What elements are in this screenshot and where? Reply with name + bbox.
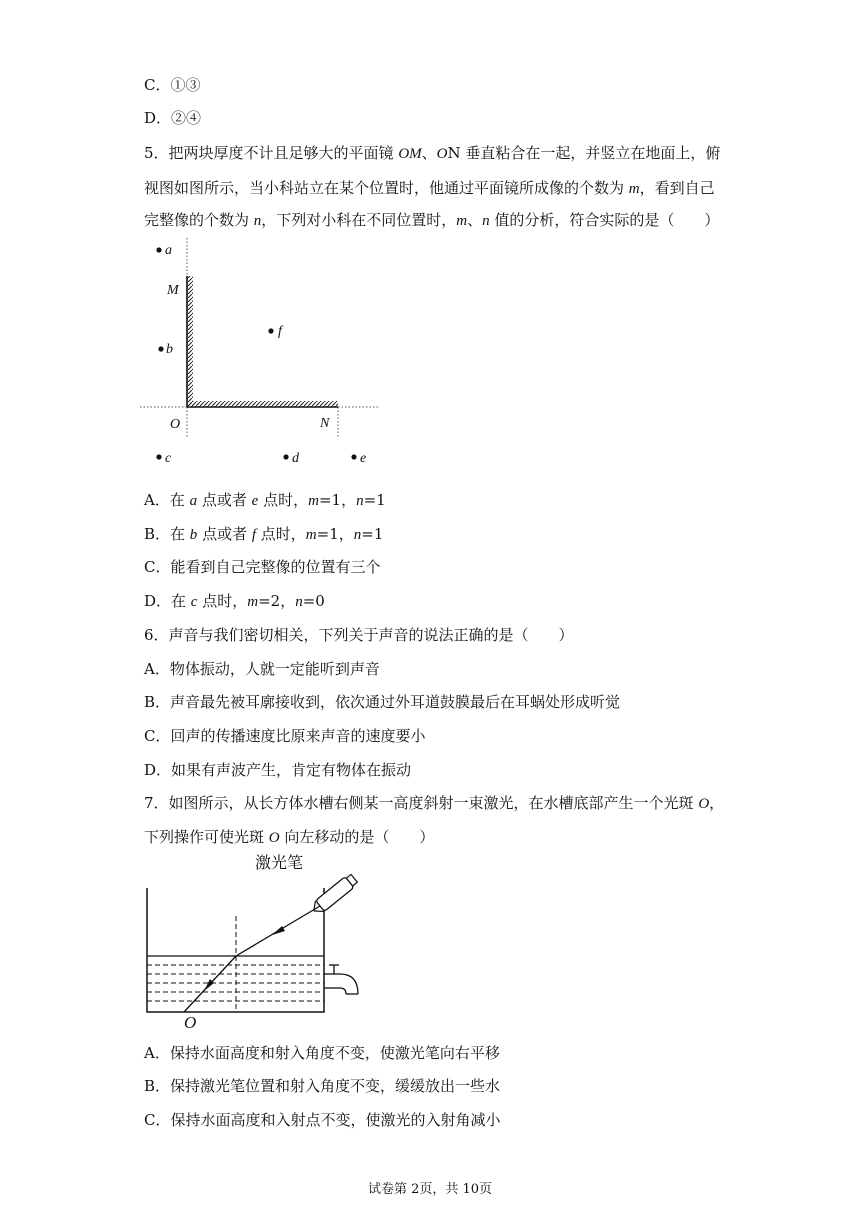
q5-stem-text3: 视图如图所示，当小科站立在某个位置时，他通过平面镜所成像的个数为 [144,179,629,197]
q5-n2: n [482,213,490,229]
label-o: O [170,417,181,432]
point-b [158,346,163,351]
laser-pen [309,873,358,917]
point-e [351,454,356,459]
point-d [283,454,288,459]
q5-om: OM [398,146,422,162]
q5-stem-text: 5．把两块厚度不计且足够大的平面镜 [144,144,399,162]
water-tank-figure [140,848,380,1030]
spot-o-label: O [184,1013,197,1030]
label-f: f [278,324,282,339]
q5-stem-text6: ，下列对小科在不同位置时， [261,211,457,229]
q4-option-d: D．②④ [144,109,202,127]
mirror-on-hatch [187,401,338,407]
q5-stem-text5: 完整像的个数为 [144,211,254,229]
label-b: b [166,342,173,357]
label-n: N [320,416,330,431]
laser-pen-label: 激光笔 [255,853,304,872]
label-c: c [165,451,172,466]
q5-option-d: D．在 c 点时，m=2，n=0 [144,592,325,610]
q5-sep: 、 [421,144,437,162]
q5-option-a: A．在 a 点或者 e 点时，m=1，n=1 [144,491,386,509]
point-f [268,328,273,333]
mirror-figure [140,238,390,473]
q5-on-o: O [436,146,448,162]
q5-stem-text7: 值的分析，符合实际的是（ ） [489,211,720,229]
q5-stem-line3: 完整像的个数为 n，下列对小科在不同位置时，m、n 值的分析，符合实际的是（ ） [144,211,720,229]
q5-stem-text2: N 垂直粘合在一起，并竖立在地面上，俯 [447,144,721,162]
q7-option-a: A．保持水面高度和射入角度不变，使激光笔向右平移 [144,1044,500,1062]
label-d: d [292,451,299,466]
q6-option-a: A．物体振动，人就一定能听到声音 [144,660,380,678]
page-footer: 试卷第 2页，共 10页 [367,1182,493,1197]
q7-stem-line1: 7．如图所示，从长方体水槽右侧某一高度斜射一束激光，在水槽底部产生一个光斑 O， [144,794,725,812]
mirror-om-hatch [187,276,193,407]
q5-option-b: B．在 b 点或者 f 点时，m=1，n=1 [144,525,384,543]
q6-option-d: D．如果有声波产生，肯定有物体在振动 [144,761,412,779]
q7-option-c: C．保持水面高度和入射点不变，使激光的入射角减小 [144,1111,501,1129]
q5-option-c: C．能看到自己完整像的位置有三个 [144,558,381,576]
q4-option-c: C．①③ [144,76,201,94]
q6-option-c: C．回声的传播速度比原来声音的速度要小 [144,727,426,745]
q6-option-b: B．声音最先被耳廓接收到，依次通过外耳道鼓膜最后在耳蜗处形成听觉 [144,693,621,711]
label-m: M [167,283,179,298]
q5-stem-text4: ，看到自己 [639,179,715,197]
q7-option-b: B．保持激光笔位置和射入角度不变，缓缓放出一些水 [144,1077,501,1095]
label-a: a [165,243,172,258]
drain-tap [324,965,358,994]
q5-stem-line2 [144,178,715,199]
point-c [156,454,161,459]
q7-stem-line2: 下列操作可使光斑 O 向左移动的是（ ） [144,828,435,846]
q5-m: m [628,181,640,197]
q5-stem-line1 [144,143,720,164]
label-e: e [360,451,367,466]
q5-m2: m [456,213,468,229]
q5-n: n [253,213,262,229]
point-a [156,247,161,252]
q6-stem: 6．声音与我们密切相关，下列关于声音的说法正确的是（ ） [144,626,574,644]
